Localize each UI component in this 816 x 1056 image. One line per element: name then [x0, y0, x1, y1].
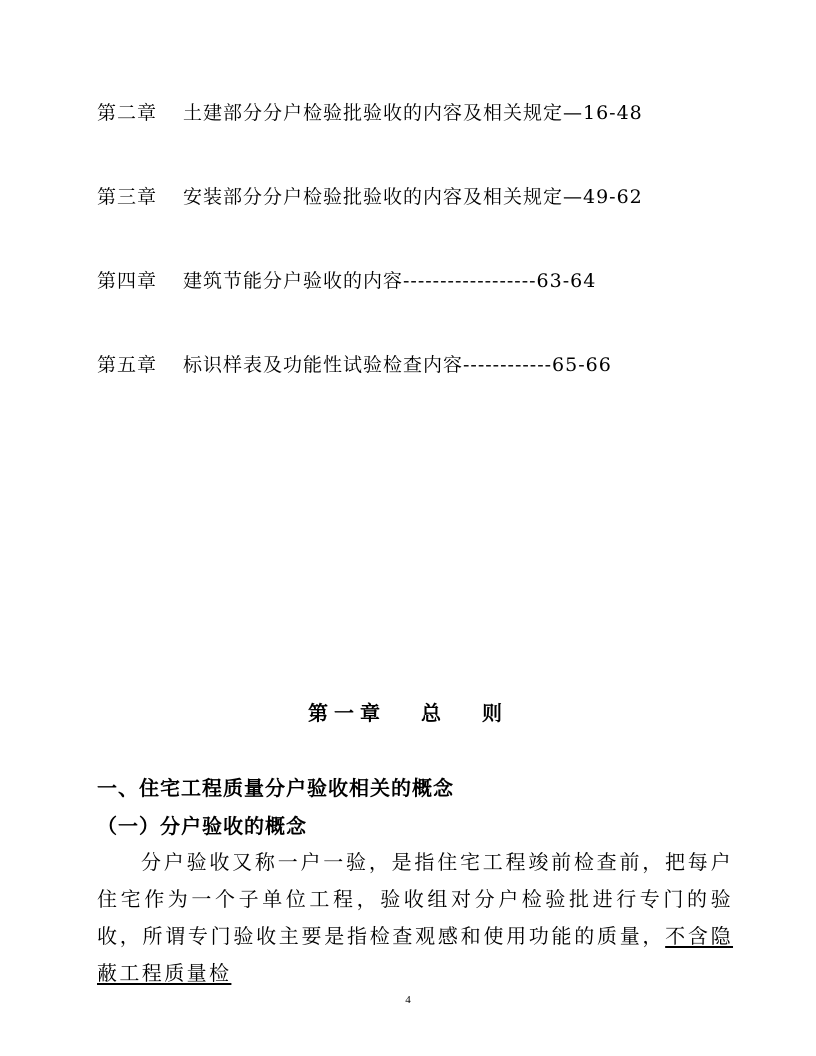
toc-chapter: 第三章: [97, 186, 158, 208]
underlined-text: 不含隐蔽工程质量检: [97, 924, 734, 985]
page-number: 4: [405, 994, 411, 1006]
toc-line: [97, 350, 612, 377]
toc-chapter: 第四章: [97, 270, 158, 292]
toc-chapter: 第五章: [97, 354, 158, 376]
body-paragraph: [97, 844, 733, 992]
toc-line: [97, 266, 596, 293]
toc-line: [97, 98, 643, 125]
toc-chapter: 第二章: [97, 102, 158, 124]
toc-text: 标识样表及功能性试验检查内容------------65-66: [183, 354, 612, 376]
paragraph-text: 分户验收又称一户一验，是指住宅工程竣前检查前，把每户住宅作为一个子单位工程，验收组对分户检验批进行专门的验收，所谓专门验收主要是指检查观感和使用功能的质量，: [97, 850, 733, 948]
section-heading: 一、住宅工程质量分户验收相关的概念: [97, 776, 454, 800]
toc-text: 土建部分分户检验批验收的内容及相关规定—16-48: [183, 102, 643, 124]
chapter-title: 第一章 总 则: [308, 701, 508, 725]
toc-text: 建筑节能分户验收的内容------------------63-64: [183, 270, 597, 292]
subsection-heading: （一）分户验收的概念: [97, 814, 307, 838]
toc-text: 安装部分分户检验批验收的内容及相关规定—49-62: [183, 186, 643, 208]
toc-line: [97, 182, 643, 209]
